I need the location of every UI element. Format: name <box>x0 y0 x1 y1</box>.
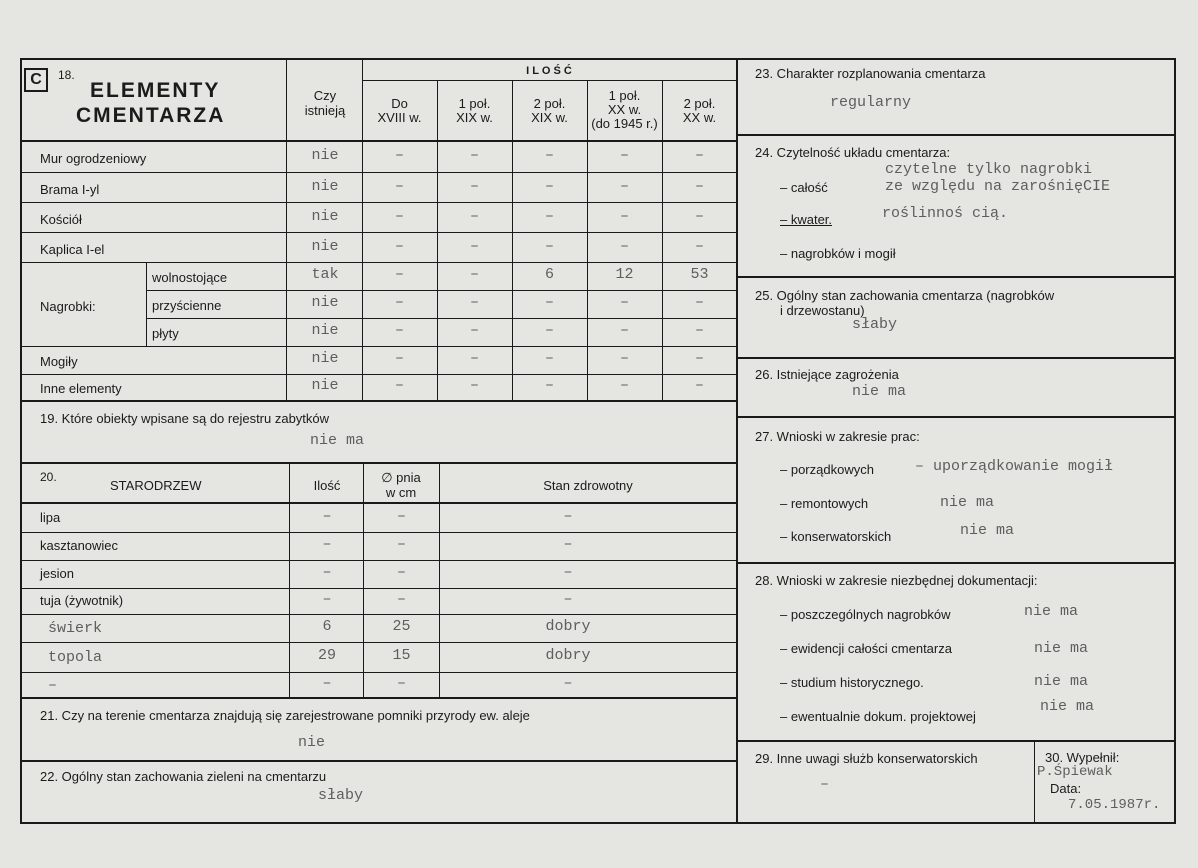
sec26-question: 26. Istniejące zagrożenia <box>755 367 899 382</box>
frame-top <box>20 58 1176 60</box>
tree-row-health: dobry <box>545 618 591 635</box>
tree-row-name: jesion <box>40 566 74 581</box>
sec24-question: 24. Czytelność układu cmentarza: <box>755 145 951 160</box>
sec20-number: 20. <box>40 470 57 484</box>
element-row-value: – <box>544 208 554 225</box>
frame-right <box>1174 58 1176 824</box>
center-divider <box>736 58 738 824</box>
sec24-answer-line3: roślinnoś cią. <box>882 205 1009 222</box>
element-row-value: – <box>619 294 629 311</box>
element-row-value: – <box>619 238 629 255</box>
sec30-date: 7.05.1987r. <box>1068 797 1161 813</box>
element-row-value: 12 <box>615 266 634 283</box>
element-row-value: – <box>694 294 704 311</box>
col-period-3-line1: XX w. <box>607 102 642 117</box>
element-row-label: Kościół <box>40 212 82 227</box>
tree-row-health: – <box>563 536 573 553</box>
element-row-label: Brama I-yl <box>40 182 100 197</box>
element-row-value: – <box>694 178 704 195</box>
tree-row-health: dobry <box>545 647 591 664</box>
element-row-label: Inne elementy <box>40 381 122 396</box>
element-row-value: – <box>544 377 554 394</box>
element-row-value: – <box>469 238 479 255</box>
sec21-question: 21. Czy na terenie cmentarza znajdują się zarejestrowane pomniki przyrody ew. aleje <box>40 708 530 723</box>
element-row-value: – <box>394 178 404 195</box>
sec28-label-2: – ewidencji całości cmentarza <box>780 641 952 656</box>
tree-row-name: tuja (żywotnik) <box>40 593 124 608</box>
sec28-answer-2: nie ma <box>1034 640 1089 657</box>
element-row-exists: nie <box>311 322 339 339</box>
col-period-1-line0: 1 poł. <box>458 96 491 111</box>
tree-row-diam: – <box>396 536 406 553</box>
element-row-value: – <box>469 178 479 195</box>
tree-row-diam: 25 <box>392 618 411 635</box>
tree-row-name: kasztanowiec <box>40 538 119 553</box>
element-row-value: – <box>694 238 704 255</box>
element-row-value: – <box>544 238 554 255</box>
element-row-value: – <box>544 350 554 367</box>
sec27-question: 27. Wnioski w zakresie prac: <box>755 429 920 444</box>
element-row-value: – <box>544 322 554 339</box>
element-row-value: – <box>694 322 704 339</box>
tree-row-diam: – <box>396 564 406 581</box>
tree-row-name: topola <box>48 649 103 666</box>
element-row-label: płyty <box>152 326 179 341</box>
element-row-value: – <box>619 147 629 164</box>
tree-row-diam: – <box>396 591 406 608</box>
element-row-label: wolnostojące <box>152 270 228 285</box>
col-health: Stan zdrowotny <box>543 478 633 493</box>
element-row-label: przyścienne <box>152 298 222 313</box>
element-row-value: – <box>694 350 704 367</box>
sec30-question: 30. Wypełnił: <box>1045 750 1120 765</box>
sec25-question-line2: i drzewostanu) <box>780 303 865 318</box>
element-row-label: Kaplica I-el <box>40 242 105 257</box>
col-period-1-line1: XIX w. <box>456 110 493 125</box>
element-row-value: 53 <box>690 266 709 283</box>
sec21-answer: nie <box>298 734 326 751</box>
col-exists-line1: Czy <box>313 88 337 103</box>
element-row-value: – <box>469 208 479 225</box>
element-row-value: – <box>469 147 479 164</box>
sec30-filled-by: P.Śpiewak <box>1037 764 1113 780</box>
sec27-label-repair: – remontowych <box>780 496 869 511</box>
element-row-value: – <box>469 350 479 367</box>
element-row-exists: nie <box>311 377 339 394</box>
section-letter: C <box>24 68 48 92</box>
sec29-answer: – <box>820 776 830 793</box>
element-row-exists: nie <box>311 238 339 255</box>
frame-bottom <box>20 822 1176 824</box>
tree-row-diam: – <box>396 508 406 525</box>
sec19-answer: nie ma <box>310 432 365 449</box>
element-row-value: – <box>394 294 404 311</box>
element-row-value: – <box>544 294 554 311</box>
element-row-value: – <box>469 322 479 339</box>
element-row-value: – <box>469 377 479 394</box>
element-row-value: – <box>694 208 704 225</box>
sec25-question-line1: 25. Ogólny stan zachowania cmentarza (nagrobków <box>755 288 1055 303</box>
tree-row-health: – <box>563 508 573 525</box>
element-row-value: – <box>394 377 404 394</box>
tree-row-qty: – <box>322 508 332 525</box>
tree-row-diam: 15 <box>392 647 411 664</box>
tree-row-qty: – <box>322 591 332 608</box>
sec28-question: 28. Wnioski w zakresie niezbędnej dokumentacji: <box>755 573 1038 588</box>
sec28-answer-4: nie ma <box>1040 698 1095 715</box>
col-period-3-line0: 1 poł. <box>608 88 641 103</box>
sec23-question: 23. Charakter rozplanowania cmentarza <box>755 66 986 81</box>
tree-row-health: – <box>563 591 573 608</box>
element-row-value: – <box>619 208 629 225</box>
tree-row-name: lipa <box>40 510 61 525</box>
sec28-label-4: – ewentualnie dokum. projektowej <box>780 709 976 724</box>
sec24-answer-line1: czytelne tylko nagrobki <box>885 161 1093 178</box>
element-row-value: – <box>469 294 479 311</box>
element-row-value: – <box>619 350 629 367</box>
element-row-value: – <box>394 208 404 225</box>
element-row-exists: nie <box>311 147 339 164</box>
tree-row-qty: – <box>322 536 332 553</box>
sec27-answer-repair: nie ma <box>940 494 995 511</box>
sec22-question: 22. Ogólny stan zachowania zieleni na cmentarzu <box>40 769 327 784</box>
sec27-answer-cleanup: – uporządkowanie mogił <box>915 458 1114 475</box>
col-ilosc-header: I L O Ś Ć <box>526 65 572 77</box>
element-row-exists: nie <box>311 294 339 311</box>
sec29-question: 29. Inne uwagi służb konserwatorskich <box>755 751 978 766</box>
sec27-label-cleanup: – porządkowych <box>780 462 874 477</box>
sec28-answer-1: nie ma <box>1024 603 1079 620</box>
element-row-value: – <box>469 266 479 283</box>
sec27-answer-conservation: nie ma <box>960 522 1015 539</box>
sec18-title-line2: CMENTARZA <box>76 104 226 127</box>
sec24-label-graves: – nagrobków i mogił <box>780 246 896 261</box>
nagrobki-label: Nagrobki: <box>40 299 96 314</box>
sec18-title-line1: ELEMENTY <box>90 79 221 102</box>
element-row-value: – <box>394 266 404 283</box>
sec28-label-3: – studium historycznego. <box>780 675 924 690</box>
element-row-value: 6 <box>544 266 554 283</box>
tree-row-qty: 6 <box>322 618 332 635</box>
sec24-label-quarters: – kwater. <box>780 212 833 227</box>
col-period-2-line0: 2 poł. <box>533 96 566 111</box>
element-row-exists: nie <box>311 350 339 367</box>
sec24-label-whole: – całość <box>780 180 828 195</box>
sec25-answer: słaby <box>852 316 898 333</box>
col-period-3-line2: (do 1945 r.) <box>591 116 658 131</box>
sec30-date-label: Data: <box>1050 781 1082 796</box>
element-row-label: Mur ogrodzeniowy <box>40 151 147 166</box>
col-period-4-line0: 2 poł. <box>683 96 716 111</box>
col-period-0-line0: Do <box>391 96 408 111</box>
element-row-value: – <box>619 178 629 195</box>
element-row-value: – <box>619 377 629 394</box>
tree-row-qty: – <box>322 674 332 692</box>
sec19-question: 19. Które obiekty wpisane są do rejestru zabytków <box>40 411 330 426</box>
col-diam-line2: w cm <box>385 485 417 500</box>
sec24-answer-line2: ze względu na zarośnięCIE <box>885 178 1111 195</box>
sec20-title: STARODRZEW <box>110 478 202 493</box>
element-row-value: – <box>544 178 554 195</box>
element-row-value: – <box>394 238 404 255</box>
sec23-answer: regularny <box>830 94 912 111</box>
element-row-value: – <box>394 147 404 164</box>
sec26-answer: nie ma <box>852 383 907 400</box>
tree-row-qty: – <box>322 564 332 581</box>
col-period-2-line1: XIX w. <box>531 110 568 125</box>
tree-row-name: – <box>48 676 58 694</box>
element-row-value: – <box>694 147 704 164</box>
sec27-label-conservation: – konserwatorskich <box>780 529 892 544</box>
sec28-label-1: – poszczególnych nagrobków <box>780 607 951 622</box>
element-row-label: Mogiły <box>40 354 78 369</box>
element-row-value: – <box>394 322 404 339</box>
element-row-exists: nie <box>311 208 339 225</box>
tree-row-qty: 29 <box>317 647 336 664</box>
col-period-0-line1: XVIII w. <box>377 110 422 125</box>
col-qty: Ilość <box>313 478 341 493</box>
tree-row-health: – <box>563 674 573 692</box>
sec28-answer-3: nie ma <box>1034 673 1089 690</box>
col-exists-line2: istnieją <box>304 103 346 118</box>
sec22-answer: słaby <box>318 787 364 804</box>
sec18-number: 18. <box>58 68 75 82</box>
tree-row-health: – <box>563 564 573 581</box>
tree-row-name: świerk <box>48 620 103 637</box>
tree-row-diam: – <box>396 674 406 692</box>
element-row-exists: tak <box>311 266 339 283</box>
col-diam-line1: ∅ pnia <box>381 470 421 485</box>
element-row-value: – <box>544 147 554 164</box>
col-period-4-line1: XX w. <box>682 110 717 125</box>
element-row-exists: nie <box>311 178 339 195</box>
element-row-value: – <box>619 322 629 339</box>
element-row-value: – <box>394 350 404 367</box>
element-row-value: – <box>694 377 704 394</box>
